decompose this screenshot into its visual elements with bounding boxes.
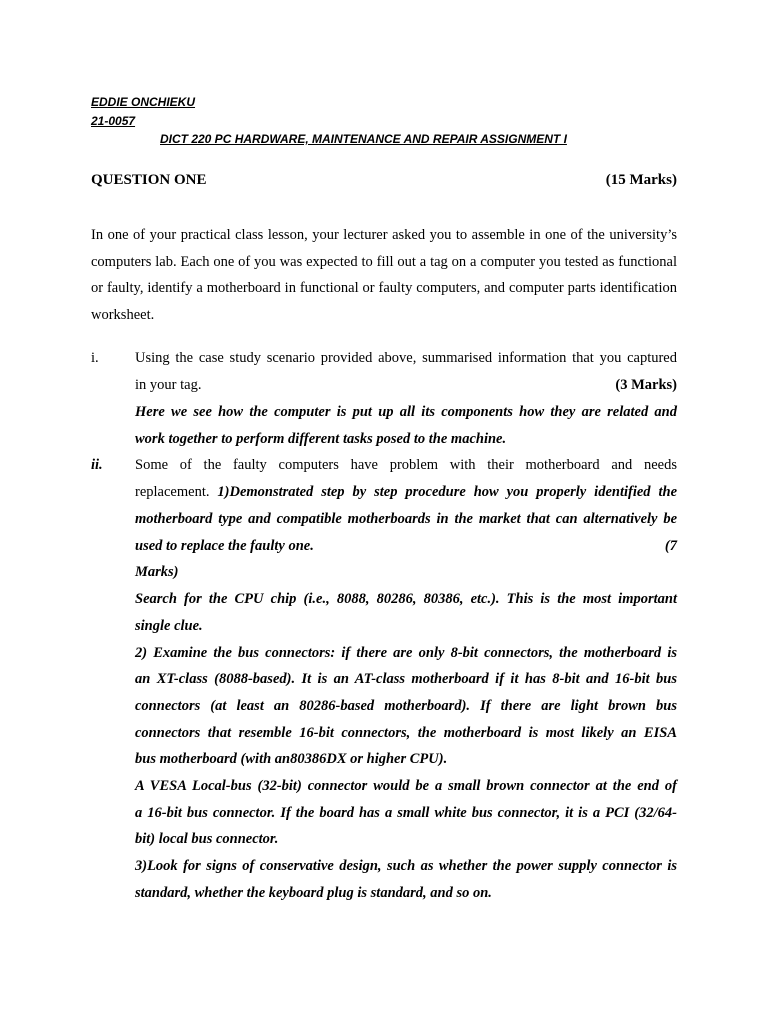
item-i-answer-line-2: work together to perform different tasks posed to the machine. [135, 431, 507, 447]
answer-line: bus motherboard (with an80386DX or higher CPU). [135, 751, 448, 767]
student-name: EDDIE ONCHIEKU [91, 95, 196, 109]
answer-line: 2) Examine the bus connectors: if there are only 8-bit connectors, the motherboard is [135, 645, 677, 661]
intro-paragraph: In one of your practical class lesson, your lecturer asked you to assemble in one of the university’s computers lab. Each one of you was expected to fill out a tag on a computer you tested as functional or faulty, identify a motherboard in functional or faulty computers, and computer parts identification worksheet. [91, 227, 677, 323]
item-ii-number: ii. [91, 457, 103, 473]
answer-line: connectors that resemble 16-bit connectors, the motherboard is most likely an EISA [135, 725, 677, 741]
answer-line: A VESA Local-bus (32-bit) connector would be a small brown connector at the end of [135, 778, 677, 794]
item-ii-question-line-3: motherboard type and compatible motherboards in the market that can alternatively be [135, 511, 677, 527]
answer-line: a 16-bit bus connector. If the board has a small white bus connector, it is a PCI (32/64- [135, 805, 677, 821]
item-ii-question-line-4 [135, 533, 677, 559]
answer-line: an XT-class (8088-based). It is an AT-class motherboard if it has 8-bit and 16-bit bus [135, 671, 677, 687]
question-title: QUESTION ONE [91, 172, 207, 188]
item-ii-plain-text: replacement. [135, 484, 218, 500]
item-ii-question-line-1: Some of the faulty computers have problem with their motherboard and needs [135, 457, 677, 473]
item-ii-marks-part-2: Marks) [135, 564, 179, 580]
item-i-answer-line-1: Here we see how the computer is put up all its components how they are related and [135, 404, 677, 420]
registration-number: 21-0057 [91, 114, 136, 128]
item-i-question-line-2 [135, 372, 677, 398]
item-i-question-text: in your tag. [135, 377, 202, 393]
item-i-marks: (3 Marks) [615, 377, 677, 393]
question-heading [91, 172, 677, 189]
item-ii-bold-text: 1)Demonstrated step by step procedure how you properly identified the [217, 484, 678, 500]
item-i-question-line-1: Using the case study scenario provided above, summarised information that you captured [135, 350, 677, 366]
item-ii-question-text: used to replace the faulty one. [135, 538, 314, 554]
question-marks: (15 Marks) [605, 172, 677, 188]
answer-line: standard, whether the keyboard plug is standard, and so on. [135, 885, 492, 901]
item-i-number: i. [91, 350, 99, 366]
course-title: DICT 220 PC HARDWARE, MAINTENANCE AND REPAIR ASSIGNMENT I [160, 132, 567, 146]
item-ii-question-line-2 [135, 479, 677, 505]
answer-line: 3)Look for signs of conservative design, such as whether the power supply connector is [135, 858, 677, 874]
item-ii-marks-part-1: (7 [664, 538, 677, 554]
answer-line: bit) local bus connector. [135, 831, 279, 847]
answer-line: connectors (at least an 80286-based motherboard). If there are light brown bus [135, 698, 677, 714]
answer-line: single clue. [135, 618, 203, 634]
answer-line: Search for the CPU chip (i.e., 8088, 80286, 80386, etc.). This is the most important [135, 591, 677, 607]
